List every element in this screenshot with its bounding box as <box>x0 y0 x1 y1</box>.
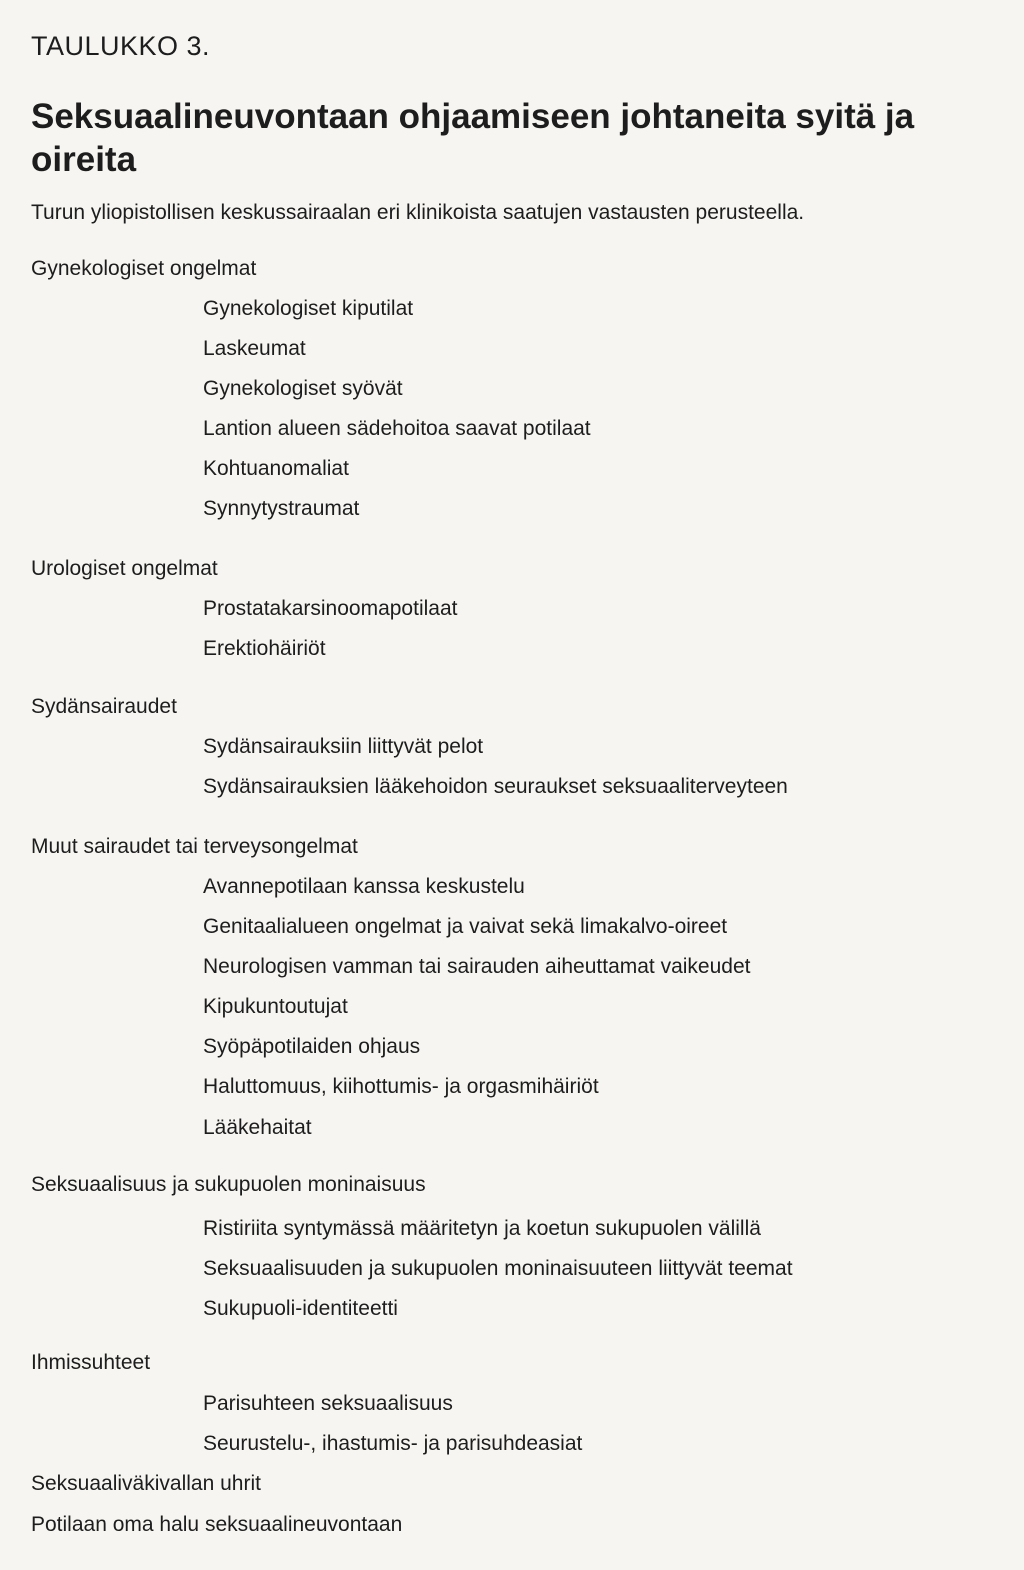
category-item: Kipukuntoutujat <box>203 995 348 1018</box>
table-label: TAULUKKO 3. <box>31 31 211 61</box>
table-subtitle: Turun yliopistollisen keskussairaalan eri klinikoista saatujen vastausten perusteella. <box>31 201 805 224</box>
category-item: Genitaalialueen ongelmat ja vaivat sekä limakalvo-oireet <box>203 915 728 938</box>
category-patient-wish: Potilaan oma halu seksuaalineuvontaan <box>31 1513 403 1536</box>
category-item: Haluttomuus, kiihottumis- ja orgasmihäiriöt <box>203 1075 599 1098</box>
category-item: Seksuaalisuuden ja sukupuolen moninaisuuteen liittyvät teemat <box>203 1257 793 1280</box>
category-sexuality-gender: Seksuaalisuus ja sukupuolen moninaisuus <box>31 1173 426 1196</box>
category-relationships: Ihmissuhteet <box>31 1351 151 1374</box>
category-item: Laskeumat <box>203 337 306 360</box>
category-item: Sukupuoli-identiteetti <box>203 1297 398 1320</box>
category-item: Synnytystraumat <box>203 497 360 520</box>
category-item: Neurologisen vamman tai sairauden aiheuttamat vaikeudet <box>203 955 751 978</box>
category-item: Sydänsairauksiin liittyvät pelot <box>203 735 484 758</box>
category-gynecological: Gynekologiset ongelmat <box>31 257 257 280</box>
category-item: Gynekologiset syövät <box>203 377 403 400</box>
category-item: Ristiriita syntymässä määritetyn ja koetun sukupuolen välillä <box>203 1217 761 1240</box>
category-item: Avannepotilaan kanssa keskustelu <box>203 875 525 898</box>
category-item: Lantion alueen sädehoitoa saavat potilaat <box>203 417 591 440</box>
category-item: Seurustelu-, ihastumis- ja parisuhdeasiat <box>203 1432 583 1455</box>
category-item: Kohtuanomaliat <box>203 457 349 480</box>
category-item: Gynekologiset kiputilat <box>203 297 414 320</box>
category-cardiac: Sydänsairaudet <box>31 695 177 718</box>
category-violence-victims: Seksuaaliväkivallan uhrit <box>31 1472 261 1495</box>
category-urological: Urologiset ongelmat <box>31 557 218 580</box>
category-item: Erektiohäiriöt <box>203 637 326 660</box>
category-item: Prostatakarsinoomapotilaat <box>203 597 458 620</box>
table-title: Seksuaalineuvontaan ohjaamiseen johtaneita syitä ja oireita <box>31 97 915 179</box>
category-item: Syöpäpotilaiden ohjaus <box>203 1035 421 1058</box>
category-other-conditions: Muut sairaudet tai terveysongelmat <box>31 835 358 858</box>
category-item: Parisuhteen seksuaalisuus <box>203 1392 453 1415</box>
category-item: Sydänsairauksien lääkehoidon seuraukset seksuaaliterveyteen <box>203 775 788 798</box>
category-item: Lääkehaitat <box>203 1116 312 1139</box>
